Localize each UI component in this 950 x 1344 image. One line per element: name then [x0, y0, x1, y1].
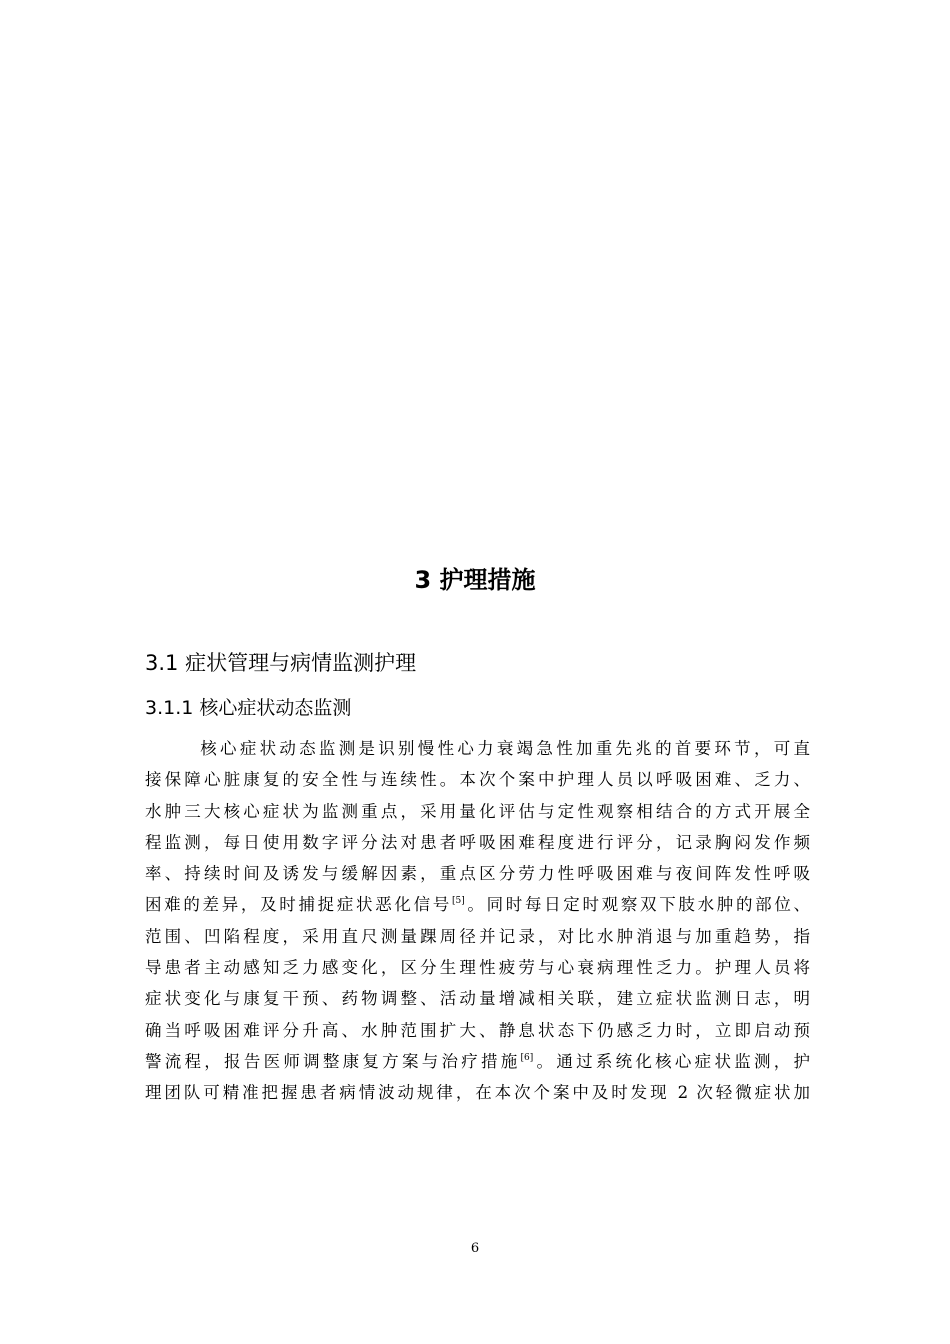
line-text: 接保障心脏康复的安全性与连续性。本次个案中护理人员以呼吸困难、乏力、	[145, 770, 810, 790]
paragraph-line	[145, 889, 810, 920]
paragraph-line	[145, 1077, 810, 1108]
paragraph-line	[145, 952, 810, 983]
line-text: 警流程，报告医师调整康复方案与治疗措施	[145, 1051, 521, 1071]
line-text: 。通过系统化核心症状监测，护	[533, 1051, 811, 1071]
line-text: 理团队可精准把握患者病情波动规律，在本次个案中及时发现 2 次轻微症状加	[145, 1083, 810, 1103]
line-text: 确当呼吸困难评分升高、水肿范围扩大、静息状态下仍感乏力时，立即启动预	[145, 1020, 810, 1040]
page-number: 6	[470, 1241, 480, 1256]
paragraph-line	[145, 858, 810, 889]
line-text: 水肿三大核心症状为监测重点，采用量化评估与定性观察相结合的方式开展全	[145, 801, 810, 821]
paragraph-line	[145, 1046, 810, 1077]
citation-ref: [5]	[451, 896, 465, 907]
line-text: 范围、凹陷程度，采用直尺测量踝周径并记录，对比水肿消退与加重趋势，指	[145, 926, 810, 946]
paragraph-line	[145, 1015, 810, 1046]
subsection-title: 3.1.1 核心症状动态监测	[145, 697, 352, 719]
line-text: 率、持续时间及诱发与缓解因素，重点区分劳力性呼吸困难与夜间阵发性呼吸	[145, 864, 810, 884]
line-text: 。同时每日定时观察双下肢水肿的部位、	[464, 895, 811, 915]
paragraph-line	[145, 827, 810, 858]
paragraph-line	[145, 764, 810, 795]
line-text: 导患者主动感知乏力感变化，区分生理性疲劳与心衰病理性乏力。护理人员将	[145, 958, 810, 978]
paragraph-line	[145, 983, 810, 1014]
chapter-title: 3 护理措施	[414, 566, 536, 594]
citation-ref: [6]	[520, 1052, 534, 1063]
paragraph-line	[145, 921, 810, 952]
line-text: 困难的差异，及时捕捉症状恶化信号	[145, 895, 452, 915]
paragraph-line	[145, 796, 810, 827]
paragraph-line	[145, 733, 810, 764]
body-paragraph	[145, 733, 810, 1109]
line-text: 核心症状动态监测是识别慢性心力衰竭急性加重先兆的首要环节，可直	[197, 739, 810, 758]
line-text: 程监测，每日使用数字评分法对患者呼吸困难程度进行评分，记录胸闷发作频	[145, 832, 810, 852]
line-text: 症状变化与康复干预、药物调整、活动量增减相关联，建立症状监测日志，明	[145, 989, 810, 1009]
section-title: 3.1 症状管理与病情监测护理	[145, 651, 417, 675]
